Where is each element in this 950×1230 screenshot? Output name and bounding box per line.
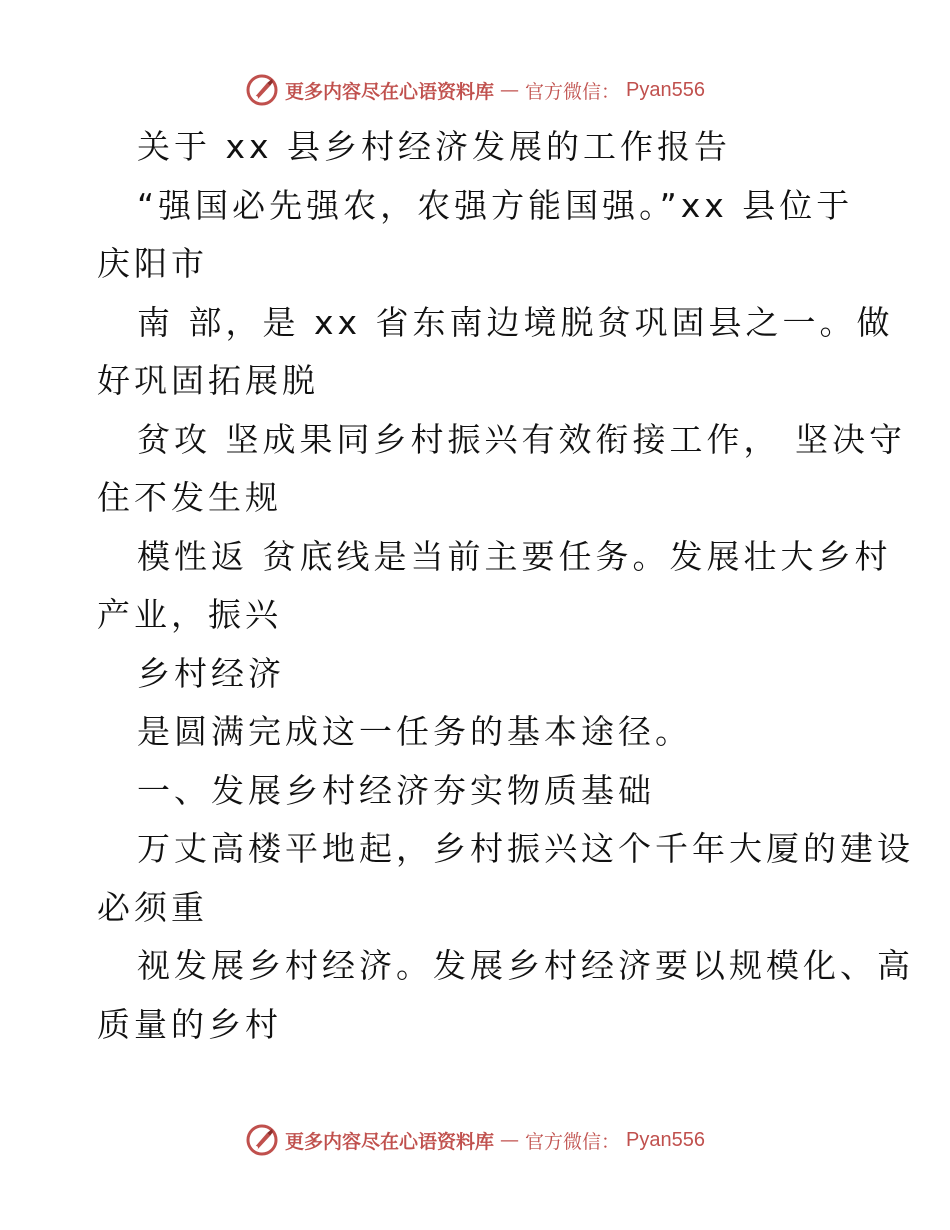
paragraph-line: 视发展乡村经济。发展乡村经济要以规模化、高 bbox=[137, 946, 914, 985]
document-body bbox=[97, 118, 914, 1054]
document-title: 关于 xx 县乡村经济发展的工作报告 bbox=[137, 127, 732, 166]
header-watermark bbox=[0, 70, 950, 110]
watermark-main-text: 更多内容尽在心语资料库 bbox=[285, 80, 495, 103]
paragraph-line: 模性返 贫底线是当前主要任务。发展壮大乡村 bbox=[137, 536, 892, 576]
paragraph-line: 住不发生规 bbox=[97, 478, 282, 517]
watermark-wechat-label: 官方微信： bbox=[525, 80, 621, 103]
pen-logo-icon bbox=[245, 73, 279, 107]
paragraph-line: 好巩固拓展脱 bbox=[97, 361, 319, 400]
watermark-wechat-id: Pyan556 bbox=[626, 78, 705, 101]
paragraph-line: 万丈高楼平地起，乡村振兴这个千年大厦的建设 bbox=[137, 829, 914, 868]
paragraph-line: 产业，振兴 bbox=[97, 595, 282, 634]
header-watermark-inner bbox=[245, 73, 705, 107]
section-heading: 一、发展乡村经济夯实物质基础 bbox=[137, 770, 655, 810]
watermark-separator: — bbox=[500, 1129, 520, 1151]
watermark-wechat-label: 官方微信： bbox=[525, 1130, 621, 1153]
footer-watermark-inner bbox=[245, 1123, 705, 1157]
paragraph-line: 庆阳市 bbox=[97, 244, 208, 283]
footer-watermark bbox=[0, 1120, 950, 1160]
paragraph-line: 贫攻 坚成果同乡村振兴有效衔接工作， 坚决守 bbox=[137, 419, 906, 459]
paragraph-line: 乡村经济 bbox=[137, 653, 285, 693]
paragraph-line: 质量的乡村 bbox=[97, 1004, 282, 1044]
pen-logo-icon bbox=[245, 1123, 279, 1157]
watermark-separator: — bbox=[500, 79, 520, 101]
watermark-main-text: 更多内容尽在心语资料库 bbox=[285, 1130, 495, 1153]
paragraph-line: “强国必先强农，农强方能国强。”xx 县位于 bbox=[137, 185, 854, 225]
watermark-wechat-id: Pyan556 bbox=[626, 1128, 705, 1151]
paragraph-line: 是圆满完成这一任务的基本途径。 bbox=[137, 712, 692, 751]
paragraph-line: 必须重 bbox=[97, 887, 208, 927]
paragraph-line: 南 部，是 xx 省东南边境脱贫巩固县之一。做 bbox=[137, 302, 894, 342]
